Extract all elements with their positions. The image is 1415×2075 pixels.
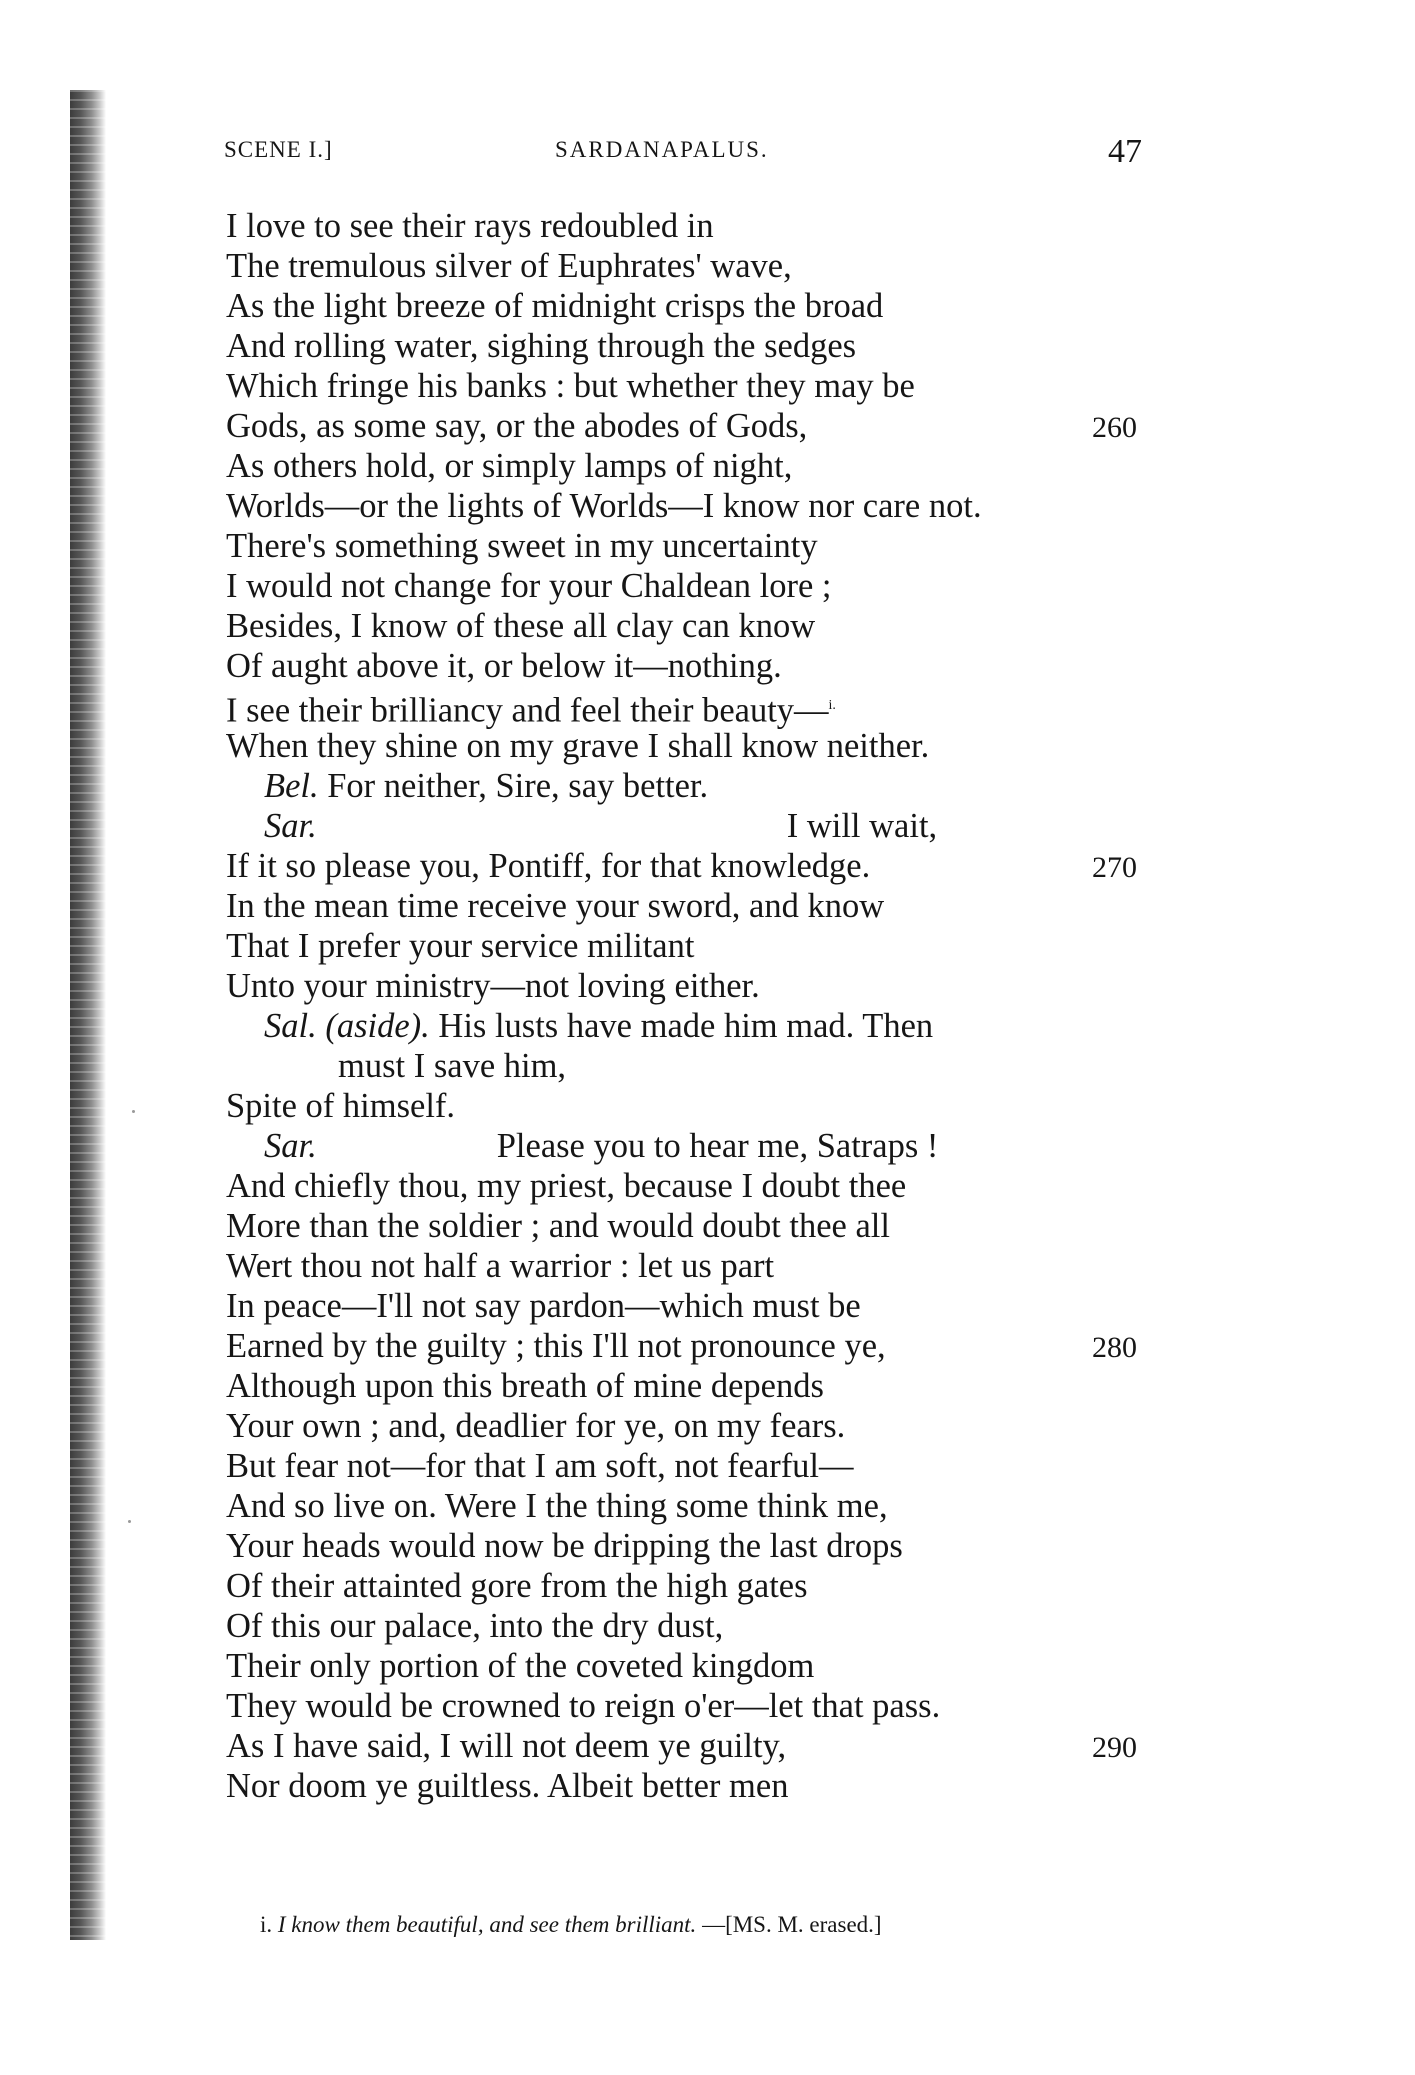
line-number: 280 [1092, 1331, 1137, 1364]
verse-line: I would not change for your Chaldean lore ; [226, 567, 832, 605]
stage-direction: (aside). [325, 1007, 430, 1045]
verse-line: Of their attainted gore from the high gates [226, 1567, 808, 1605]
speaker-sar: Sar. [264, 1127, 317, 1165]
page-speck [132, 1110, 135, 1113]
verse-line: Your own ; and, deadlier for ye, on my fears. [226, 1407, 846, 1445]
verse-line: More than the soldier ; and would doubt thee all [226, 1207, 890, 1245]
line-number: 270 [1092, 851, 1137, 884]
verse-line: I love to see their rays redoubled in [226, 207, 714, 245]
verse-line: Although upon this breath of mine depends [226, 1367, 824, 1405]
footnote [260, 1912, 882, 1938]
footnote-marker: i. [260, 1912, 273, 1937]
speech-text: For neither, Sire, say better. [327, 767, 709, 805]
line-number: 260 [1092, 411, 1137, 444]
verse-line: Spite of himself. [226, 1087, 456, 1125]
verse-line: Unto your ministry—not loving either. [226, 967, 760, 1005]
verse-line: They would be crowned to reign o'er—let that pass. [226, 1687, 941, 1725]
verse-line: Nor doom ye guiltless. Albeit better men [226, 1767, 789, 1805]
verse-line: And rolling water, sighing through the sedges [226, 327, 857, 365]
verse-line: Of aught above it, or below it—nothing. [226, 647, 782, 685]
verse-line: When they shine on my grave I shall know neither. [226, 727, 930, 765]
speech-text: I will wait, [786, 807, 938, 845]
line-number: 290 [1092, 1731, 1137, 1764]
verse-line: If it so please you, Pontiff, for that knowledge. [226, 847, 871, 885]
verse-line: Earned by the guilty ; this I'll not pronounce ye, [226, 1327, 886, 1365]
speech-line [226, 1126, 1194, 1166]
speech-line [226, 1006, 1194, 1046]
verse-line: As the light breeze of midnight crisps the broad [226, 287, 884, 325]
verse-line: must I save him, [338, 1047, 567, 1085]
verse-line: As others hold, or simply lamps of night, [226, 447, 793, 485]
footnote-source: —[MS. M. erased.] [702, 1912, 882, 1937]
play-title: SARDANAPALUS. [555, 137, 769, 162]
page-number: 47 [1108, 133, 1142, 170]
verse-line: In peace—I'll not say pardon—which must be [226, 1287, 861, 1325]
footnote-text: I know them beautiful, and see them brilliant. [277, 1912, 697, 1937]
verse-line: Your heads would now be dripping the last drops [226, 1527, 903, 1565]
speech-line [226, 766, 1194, 806]
page-binding-shadow [70, 90, 106, 1940]
verse-line: As I have said, I will not deem ye guilty, [226, 1727, 787, 1765]
speech-line [226, 806, 1194, 846]
speech-text: Please you to hear me, Satraps ! [496, 1127, 939, 1165]
speech-text: His lusts have made him mad. Then [438, 1007, 934, 1045]
verse-line [226, 686, 1156, 730]
speaker-bel: Bel. [264, 767, 319, 805]
verse-line: Gods, as some say, or the abodes of Gods, [226, 407, 808, 445]
verse-line: But fear not—for that I am soft, not fearful— [226, 1447, 854, 1485]
verse-line: And so live on. Were I the thing some think me, [226, 1487, 888, 1525]
verse-line: Worlds—or the lights of Worlds—I know nor care not. [226, 487, 982, 525]
footnote-marker: i. [828, 698, 836, 713]
running-header [0, 133, 1415, 173]
page-speck [128, 1520, 131, 1523]
verse-line-text: I see their brilliancy and feel their beauty— [226, 691, 829, 730]
speaker-sar: Sar. [264, 807, 317, 845]
verse-line: In the mean time receive your sword, and know [226, 887, 885, 925]
verse-line: There's something sweet in my uncertainty [226, 527, 818, 565]
speaker-sal: Sal. [264, 1007, 317, 1045]
verse-line: Wert thou not half a warrior : let us part [226, 1247, 775, 1285]
verse-line: And chiefly thou, my priest, because I doubt thee [226, 1167, 907, 1205]
verse-line: The tremulous silver of Euphrates' wave, [226, 247, 792, 285]
verse-line: Which fringe his banks : but whether they may be [226, 367, 915, 405]
verse-line: Besides, I know of these all clay can know [226, 607, 816, 645]
scene-label: SCENE I.] [224, 137, 333, 162]
verse-line: Of this our palace, into the dry dust, [226, 1607, 724, 1645]
verse-line: Their only portion of the coveted kingdom [226, 1647, 815, 1685]
verse-line: That I prefer your service militant [226, 927, 695, 965]
